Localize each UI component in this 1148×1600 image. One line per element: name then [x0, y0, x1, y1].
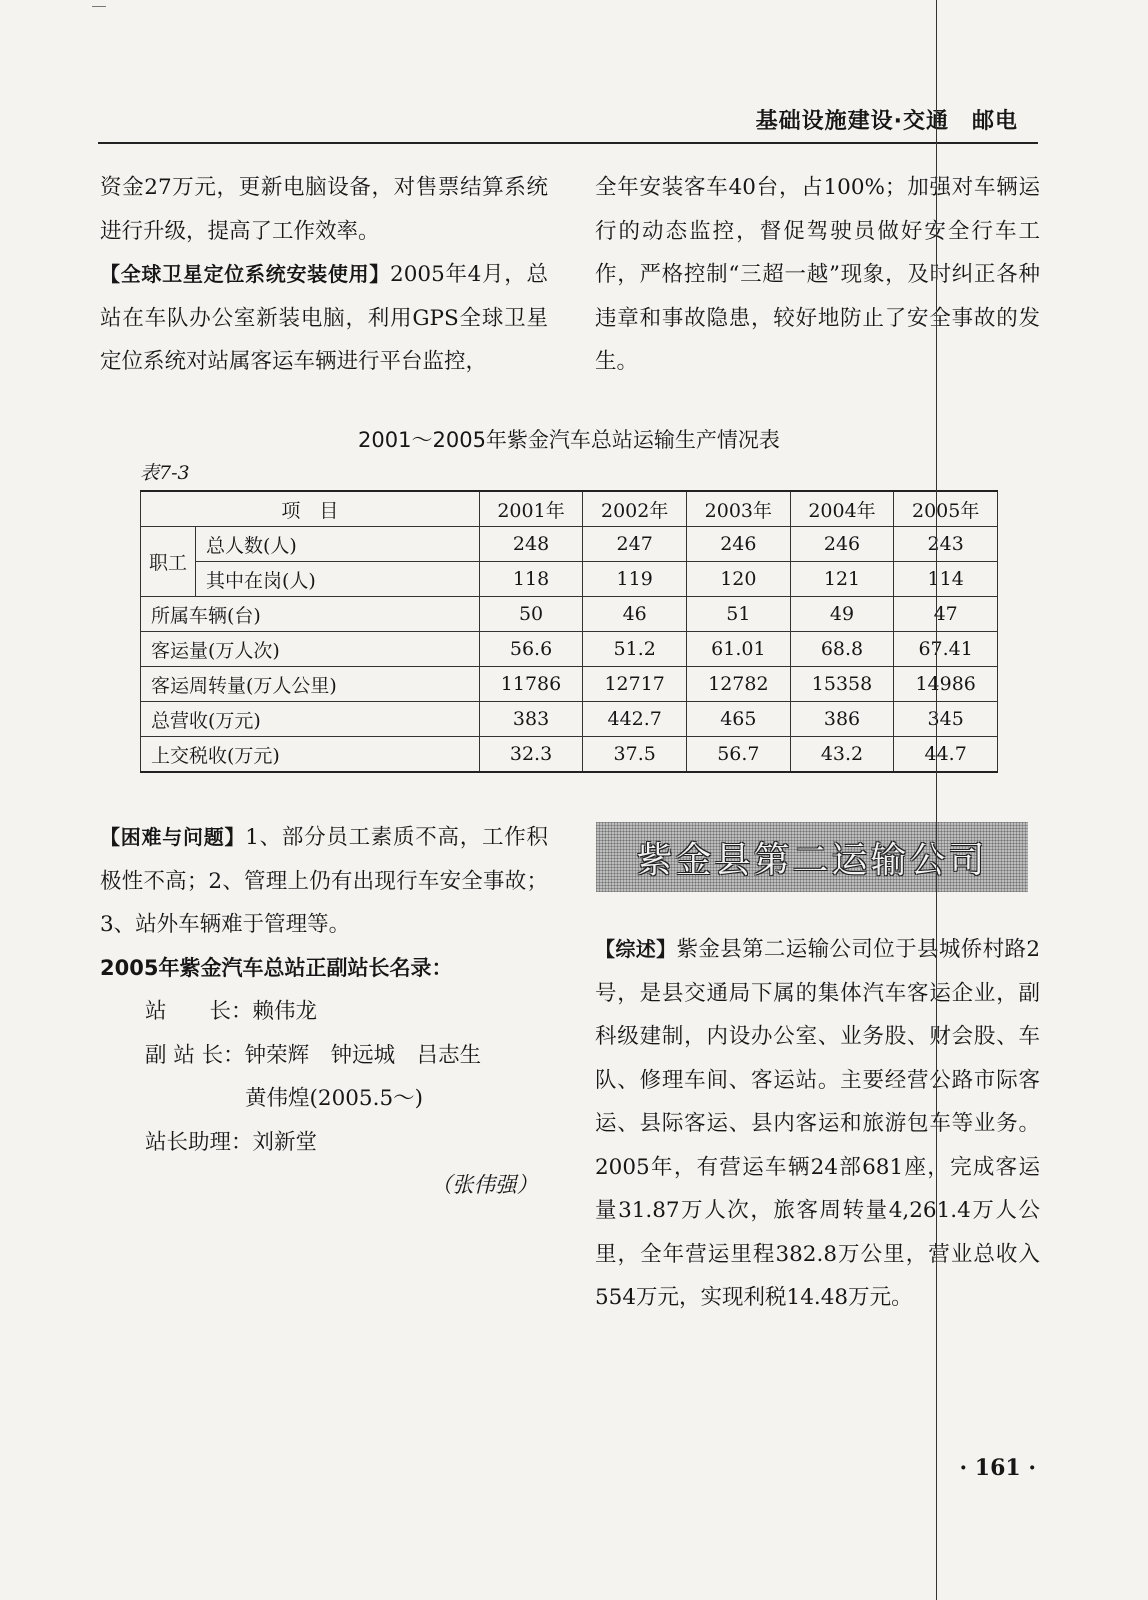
row-label: 上交税收(万元) [141, 737, 480, 773]
table-cell: 14986 [894, 667, 998, 702]
row-label: 总营收(万元) [141, 702, 480, 737]
header-cell-2002: 2002年 [583, 491, 687, 527]
table-number: 表7-3 [140, 462, 190, 484]
table-cell: 114 [894, 562, 998, 597]
table-cell: 56.6 [479, 632, 583, 667]
section-banner [596, 822, 1028, 892]
table-header-row [141, 491, 998, 527]
assistant-line: 站长助理：刘新堂 [145, 1129, 318, 1155]
table-cell: 247 [583, 527, 687, 562]
scan-mark [92, 6, 106, 7]
running-header: 基础设施建设·交通 邮电 [755, 109, 1018, 134]
deputy-line-continued: 黄伟煌(2005.5～) [245, 1086, 424, 1111]
table-cell: 120 [687, 562, 791, 597]
right-column-top [595, 166, 1040, 384]
problems-paragraph [100, 816, 548, 947]
table-cell: 243 [894, 527, 998, 562]
table-cell: 11786 [479, 667, 583, 702]
table-cell: 46 [583, 597, 687, 632]
table-row [141, 702, 998, 737]
row-label: 所属车辆(台) [141, 597, 480, 632]
table-cell: 56.7 [687, 737, 791, 773]
table-cell: 12782 [687, 667, 791, 702]
scan-fold-line [936, 0, 937, 1600]
table-cell: 47 [894, 597, 998, 632]
table-cell: 386 [790, 702, 894, 737]
header-cell-item: 项 目 [141, 491, 480, 527]
section-title: 紫金县第二运输公司 [636, 839, 988, 881]
table-row [141, 667, 998, 702]
author-signature: （张伟强） [430, 1173, 538, 1198]
table-cell: 37.5 [583, 737, 687, 773]
table-cell: 121 [790, 562, 894, 597]
row-label: 客运周转量(万人公里) [141, 667, 480, 702]
table-cell: 50 [479, 597, 583, 632]
table-cell: 248 [479, 527, 583, 562]
table-cell: 118 [479, 562, 583, 597]
paragraph-funds: 资金27万元，更新电脑设备，对售票结算系统进行升级，提高了工作效率。 [100, 175, 548, 244]
table-cell: 383 [479, 702, 583, 737]
table-cell: 44.7 [894, 737, 998, 773]
table-cell: 442.7 [583, 702, 687, 737]
table-cell: 345 [894, 702, 998, 737]
table-cell: 12717 [583, 667, 687, 702]
problems-heading: 【困难与问题】 [100, 825, 246, 849]
left-column-top [100, 166, 548, 384]
deputy-line: 副 站 长：钟荣辉 钟远城 吕志生 [145, 1042, 482, 1068]
directors-list-title: 2005年紫金汽车总站正副站长名录： [100, 955, 453, 980]
table-row [141, 562, 998, 597]
summary-heading: 【综述】 [595, 937, 677, 961]
table-cell: 246 [687, 527, 791, 562]
problems-text: 1、部分员工素质不高，工作积极性不高；2、管理上仍有出现行车安全事故；3、站外车辆难于管理等。 [100, 825, 548, 937]
table-cell: 51 [687, 597, 791, 632]
table-cell: 49 [790, 597, 894, 632]
row-label: 客运量(万人次) [141, 632, 480, 667]
row-label: 总人数(人) [196, 527, 480, 562]
gps-text: 2005年4月，总站在车队办公室新装电脑，利用GPS全球卫星定位系统对站属客运车辆进行平台监控， [100, 262, 549, 374]
table-cell: 68.8 [790, 632, 894, 667]
table-row [141, 737, 998, 773]
table-cell: 61.01 [687, 632, 791, 667]
director-line: 站 长：赖伟龙 [145, 999, 318, 1024]
table-cell: 465 [687, 702, 791, 737]
table-cell: 15358 [790, 667, 894, 702]
table-row [141, 527, 998, 562]
production-table [140, 490, 998, 773]
table-cell: 43.2 [790, 737, 894, 773]
left-column-bottom [100, 816, 548, 1208]
header-cell-2001: 2001年 [479, 491, 583, 527]
table-cell: 32.3 [479, 737, 583, 773]
header-cell-2005: 2005年 [894, 491, 998, 527]
summary-text: 紫金县第二运输公司位于县城侨村路2号，是县交通局下属的集体汽车客运企业，副科级建制，内设办公室、业务股、财会股、车队、修理车间、客运站。主要经营公路市际客运、县际客运、县内客运和旅游包车等业务。2005年，有营运车辆24部681座，完成客运量31.87万人次，旅客周转量4,261.4万人公里，全年营运里程382.8万公里，营业总收入554万元，实现利税14.48万元。 [595, 937, 1040, 1310]
table-caption: 2001～2005年紫金汽车总站运输生产情况表 [358, 428, 780, 452]
table-cell: 67.41 [894, 632, 998, 667]
table-row [141, 632, 998, 667]
header-cell-2003: 2003年 [687, 491, 791, 527]
group-label-staff: 职工 [141, 527, 196, 597]
header-cell-2004: 2004年 [790, 491, 894, 527]
header-rule [98, 142, 1038, 144]
paragraph-gps-continued: 全年安装客车40台，占100%；加强对车辆运行的动态监控，督促驾驶员做好安全行车工作，严格控制“三超一越”现象，及时纠正各种违章和事故隐患，较好地防止了安全事故的发生。 [595, 175, 1040, 374]
table-row [141, 597, 998, 632]
table-cell: 51.2 [583, 632, 687, 667]
row-label: 其中在岗(人) [196, 562, 480, 597]
page-number: · 161 · [959, 1455, 1036, 1481]
gps-heading: 【全球卫星定位系统安装使用】 [100, 262, 391, 286]
table-cell: 246 [790, 527, 894, 562]
right-column-bottom [595, 928, 1040, 1320]
table-cell: 119 [583, 562, 687, 597]
